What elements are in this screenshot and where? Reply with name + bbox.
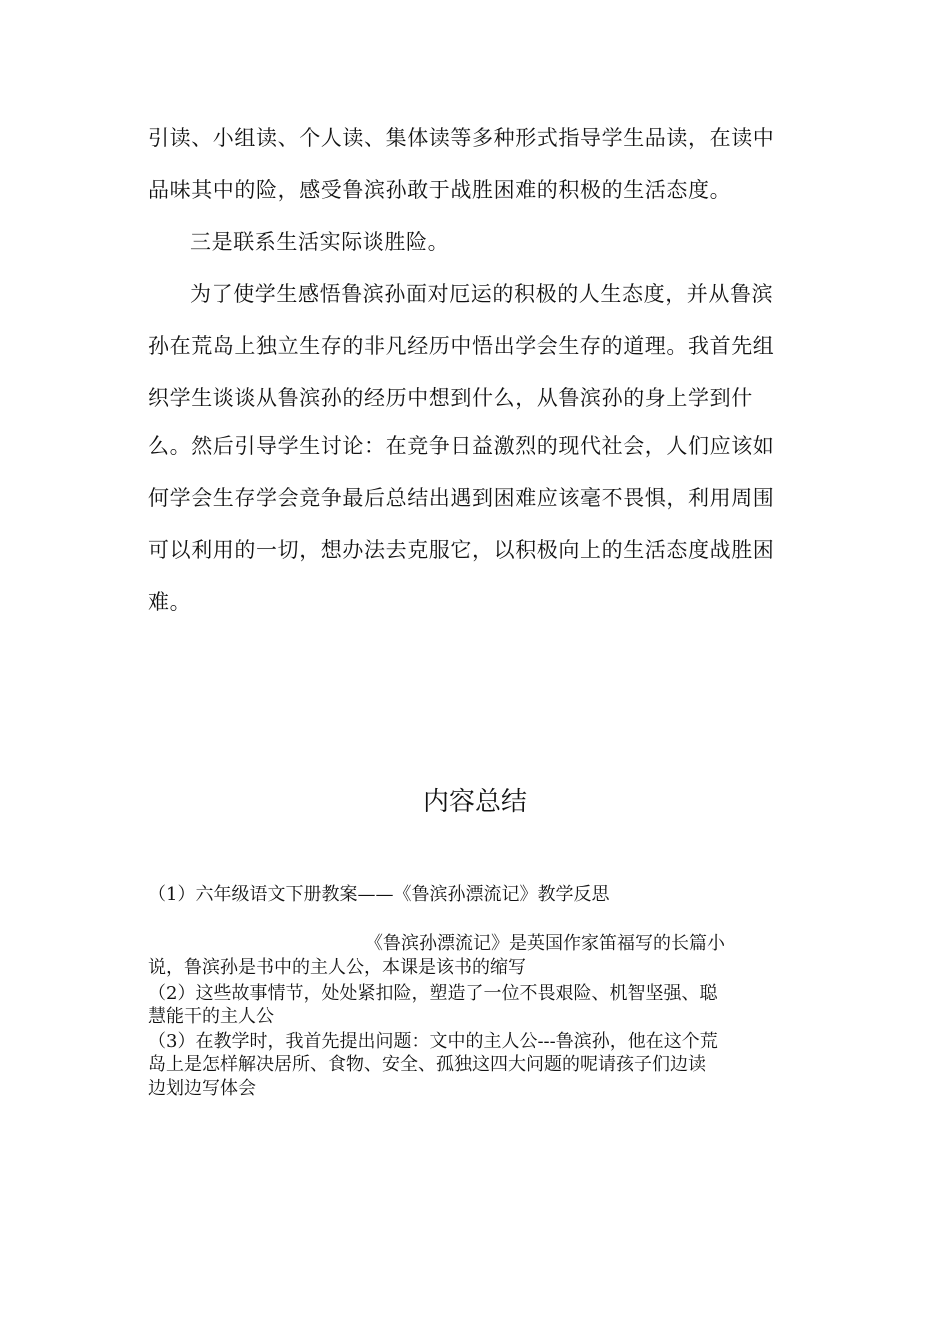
- body-line: 何学会生存学会竞争最后总结出遇到困难应该毫不畏惧，利用周围: [148, 486, 775, 510]
- summary-line: （3）在教学时，我首先提出问题：文中的主人公---鲁滨孙，他在这个荒: [148, 1031, 718, 1052]
- body-line: 为了使学生感悟鲁滨孙面对厄运的积极的人生态度，并从鲁滨: [190, 282, 774, 306]
- body-line: 三是联系生活实际谈胜险。: [190, 230, 450, 254]
- body-line: 品味其中的险，感受鲁滨孙敢于战胜困难的积极的生活态度。: [148, 178, 732, 202]
- body-line: 引读、小组读、个人读、集体读等多种形式指导学生品读，在读中: [148, 126, 775, 150]
- summary-line: 岛上是怎样解决居所、食物、安全、孤独这四大问题的呢请孩子们边读: [148, 1054, 706, 1075]
- summary-line: （1）六年级语文下册教案——《鲁滨孙漂流记》教学反思: [148, 884, 610, 905]
- body-line: 可以利用的一切，想办法去克服它，以积极向上的生活态度战胜困: [148, 538, 775, 562]
- summary-line: 边划边写体会: [148, 1078, 256, 1099]
- summary-line: （2）这些故事情节，处处紧扣险，塑造了一位不畏艰险、机智坚强、聪: [148, 983, 718, 1004]
- body-line: 织学生谈谈从鲁滨孙的经历中想到什么，从鲁滨孙的身上学到什: [148, 386, 753, 410]
- body-line: 难。: [148, 590, 192, 614]
- body-line: 孙在荒岛上独立生存的非凡经历中悟出学会生存的道理。我首先组: [148, 334, 775, 358]
- body-line: 么。然后引导学生讨论：在竞争日益激烈的现代社会，人们应该如: [148, 434, 775, 458]
- summary-line: 慧能干的主人公: [148, 1006, 274, 1027]
- summary-line: 说，鲁滨孙是书中的主人公，本课是该书的缩写: [148, 957, 526, 978]
- summary-title: 内容总结: [422, 787, 527, 817]
- summary-line: 《鲁滨孙漂流记》是英国作家笛福写的长篇小: [365, 933, 725, 954]
